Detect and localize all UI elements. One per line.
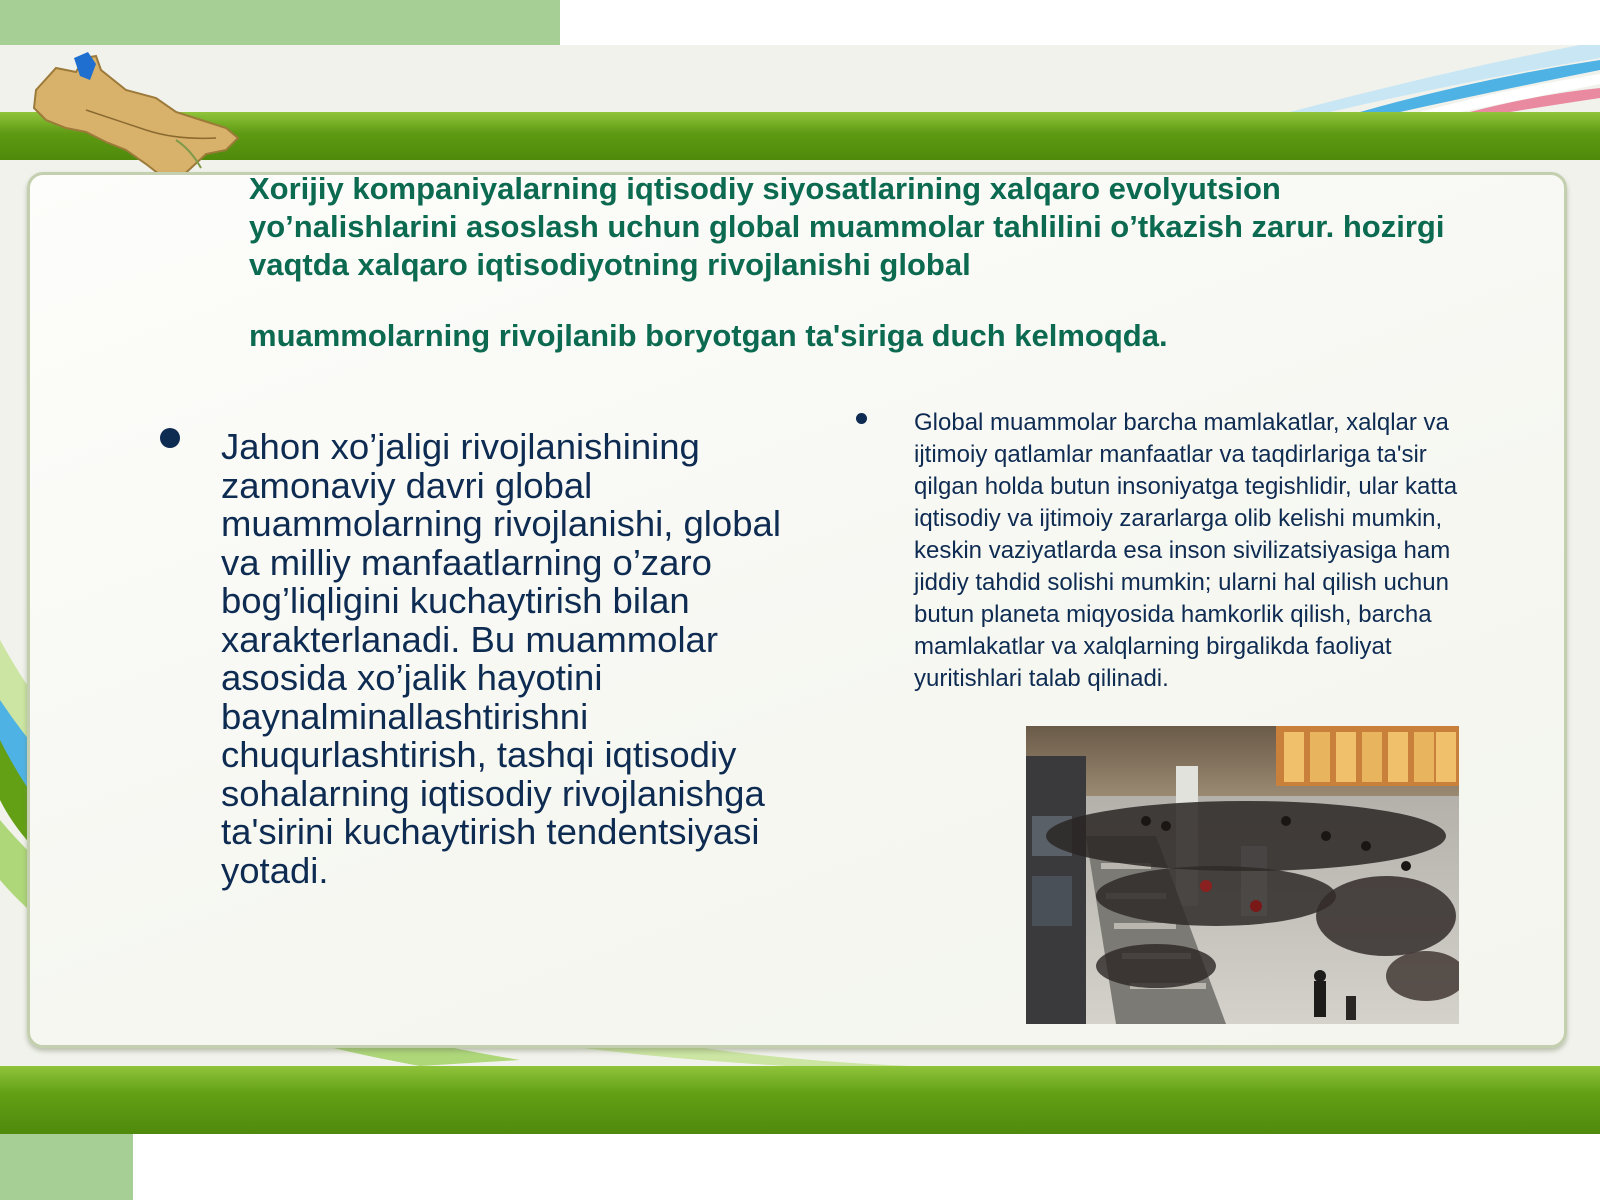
bottom-light-green-block	[0, 1134, 133, 1200]
left-bullet-text: Jahon xo’jaligi rivojlanishining zamonaviy davri global muammolarning rivojlanishi, global va milliy manfaatlarning o’zaro bog’liqligini kuchaytirish bilan xarakterlanadi. Bu muammolar asosida xo’jalik hayotini baynalminallashtirishni chuqurlashtirish, tashqi iqtisodiy sohalarning iqtisodiy rivojlanishga ta'sirini kuchaytirish tendentsiyasi yotadi.	[221, 426, 781, 891]
bullet-dot	[160, 428, 180, 448]
slide-heading-continued: muammolarning rivojlanib boryotgan ta'siriga duch kelmoqda.	[249, 318, 1168, 353]
slide-heading: Xorijiy kompaniyalarning iqtisodiy siyosatlarining xalqaro evolyutsion yo’nalishlarini asoslash uchun global muammolar tahlilini o’tkazish zarur. hozirgi vaqtda xalqaro iqtisodiyotning rivojlanishi global	[249, 171, 1445, 282]
bottom-green-stripe	[0, 1066, 1600, 1134]
bullet-dot	[856, 413, 867, 424]
right-bullet-text: Global muammolar barcha mamlakatlar, xalqlar va ijtimoiy qatlamlar manfaatlar va taqdirlariga ta'sir qilgan holda butun insoniyatga tegishlidir, ular katta iqtisodiy va ijtimoiy zararlarga olib kelishi mumkin, keskin vaziyatlarda esa inson sivilizatsiyasiga ham jiddiy tahdid solishi mumkin; ularni hal qilish uchun butun planeta miqyosida hamkorlik qilish, barcha mamlakatlar va xalqlarning birgalikda faoliyat yuritishlari talab qilinadi.	[914, 409, 1458, 692]
airport-crowd-photo	[1026, 726, 1459, 1024]
bottom-white-band	[0, 1134, 1600, 1200]
